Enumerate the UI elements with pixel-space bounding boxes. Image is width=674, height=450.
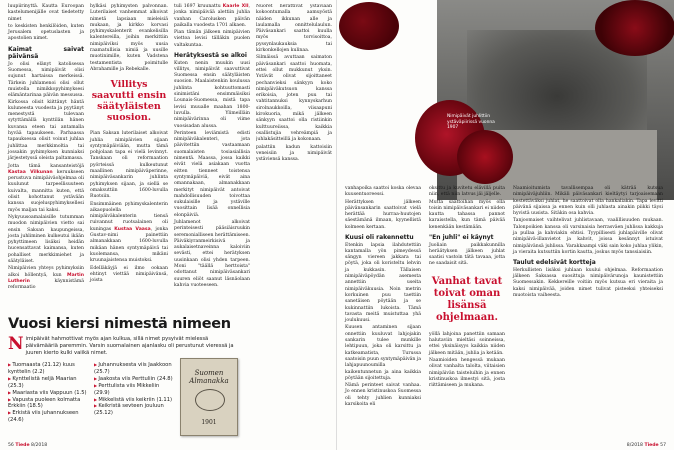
list-item: ▶ Jaakosta viis Perttuliin (24.8) xyxy=(94,376,176,383)
right-column-3 xyxy=(513,186,663,300)
intro-paragraph: N imipäivät hahmottivat myös ajan kulkua, sillä nimet pysyivät mielessä päivämääriä paremmin. Varsin suomalainen ajanlasku oli perustunut vieressä ja juuren kierto kulki vaiikä nimet. xyxy=(8,334,234,356)
paragraph: Nuoret herättivät ystäviään kokoontumalla aamuyöstä näiden ikkunan alle ja laulamalla onnittelulaulun. Päiväsankari saattoi kuulla myös torvisoittoa, pyssynlaukauksia tai kirkonkellojen kulinaa. xyxy=(256,4,332,54)
paragraph: Kuusen antaminen sijaan onnettiin kuuluvat lahjojakin sankarin tulee munkille lehtipuun, joka oli karsittu ja katkeamatista, Turussa saatoisin puun syntymäpäivän ja lahjapuunoumilla kaikentunnetun ja aina kaikkia pöytään sijoitettuja. xyxy=(345,325,421,381)
almanac-title: Suomen Almanakka xyxy=(189,369,229,385)
magazine-brand: Tiede xyxy=(15,443,30,448)
almanac-emblem xyxy=(195,389,225,411)
paragraph: tuli 1697 kruunattu Kaarle XII, jonka nimipäivää alettiin juhlia vanhan Carolusken päivän paikalla vuodesta 1701 alkaen. xyxy=(174,4,250,28)
issue-number: 8/2018 xyxy=(31,443,48,448)
right-column-1 xyxy=(345,186,421,409)
list-item: ▶ Vapusta puoleen kolmatta Erkkiin (18.5) xyxy=(8,397,90,411)
paragraph: Kuten nenin muukin uusi villitys, nimipäivät saavuttivat Suomessa ensin säätyläisten suosion. Maalaistenkin koulussa juhlinta kohtuuttomasti sinimistäni ensimmäisiksi Lounais-Suomessa, mistä tapa levisi muualle maahan 1800-luvulla. Ylimeilläin nimipäivärinna oli viime vuosisadan alussa. xyxy=(174,60,250,129)
name-list-2 xyxy=(94,362,176,417)
headline: Vuosi kiersi nimestä nimeen xyxy=(8,316,231,332)
paragraph: Nykyuusoamalaisille tutumman muodon nimipäivien vietto sai ensin Saksan kaupungeissa, josta juhliminen kulkeutui ikään pyhyttimeen lisäksi heidän hucensattavat kaimansa, kuten pohalliset merkkimiehet ja säätyläiset. xyxy=(8,214,84,264)
left-column-4 xyxy=(256,4,332,314)
paragraph: yöllä lahjoina panettiin samaan halutaviin mieltäsi soinneissa, ettei yksinäisyys kaikkia niiden jälkeen mitään, juhlia ja ketään. xyxy=(429,331,505,356)
page-footer xyxy=(8,443,47,448)
list-item: ▶ Kynttelistä neljä Maarian (25.3) xyxy=(8,376,90,390)
paragraph: Juoliain paikkakunnilla heräätyksen jälkeen juhlat saatisi vastoin tätä tavaaa, jotta ne saadaisit sitä. xyxy=(429,242,505,267)
paragraph: Edelläkäyjä ei ilmo ookaan ehtinyt viettää nimipäivänsä, joista xyxy=(90,265,168,284)
page-number: 57 xyxy=(660,443,666,448)
name-list-1 xyxy=(8,362,90,424)
paragraph: Silmäissä avuttaan saimaton päiväsankari saattoi huomata, ettei ollut mukkunut yksin. Ystävät olivat sijoittaneet pechanvieksi sänkyyn koko nimipäiväkutsuon kanssa erikoisia, joten puu tai vahtitannuksi kynnyskarhun sirolnaukkoilla, viisaapuni kirokuoria, mikä jälkeen sänkyyn saattoi olla ristiinkin kulttuureiissa, kaikkia osallistujia vehreämpiä ja juhlakäsitteillä ja kokonaan. xyxy=(256,55,332,143)
list-item: ▶ Erkistä viis juhannukseen (24.6) xyxy=(8,410,90,424)
subheading: "En juhli" ei käynyt xyxy=(429,234,494,242)
list-item: ▶ Tuomaasta (21.12) kuus kynttelin (2.2) xyxy=(8,362,90,376)
rose-decoration xyxy=(457,130,513,184)
almanac-image xyxy=(180,358,238,436)
drop-cap: N xyxy=(8,334,24,354)
paragraph: Naamioiden hengessä mukaan olivat vanhalta talolta, viitaisien nimipäivän taisteluihin ja ennen kristinuskoa ilmestyi sitä, josta riittämiseen ja mukana. xyxy=(429,357,505,389)
subheading: Kaimat saivat päivänsä xyxy=(8,45,84,61)
paragraph: Nimipäivien yhteys pyhimyksiin alkoi höllentyä, kun Martin Lutherin käynnistämä reformaatio xyxy=(8,266,84,291)
list-item: ▶ Mikkelistä viis keikriin (1.11) xyxy=(94,397,176,404)
paragraph: Pian Saksan luterilaiset alkoivat juhlia nimipäivien sijaan syntymäpäiviään, mutta tämä pohjolaan tapa ei vielä levinnyt. Tanskaan oli reformaation pyörteissä kulkeutunut maallinen nimipäiväperinne, nimipäiväsankarin juhlinta pyhimyksen sijaan, ja siellä se omaksuttiin 1600-luvulla Ruotsiin. xyxy=(90,131,168,200)
paragraph: palattiin kadun kattoisiin veneisiin ja nimipäivät ystäviensä kanssa. xyxy=(256,144,332,163)
list-item: ▶ Maariasta viis Vappuun (1.5) xyxy=(8,390,90,397)
name-highlight: Kaarle XII xyxy=(222,4,249,9)
paragraph: Mutta saattoihan myös olla toisin nimipäiväsankari ei niiden kautta tahassa pannot karaisstella, kun tämä päivää kenenkään kestämään. xyxy=(429,199,505,230)
name-highlight: Kustaa Vaasa xyxy=(114,226,151,232)
right-page xyxy=(337,0,674,450)
paragraph: Herättyksen jälkeen päivänsankarin saattoivat vielä herättää hurraa-huutojen säestämänä ilmaan, kyynellistä kolmeen kertaan. xyxy=(345,199,421,230)
paragraph: Nämä perinteet saivat vanhaa. Jo ennen kristinuskoa Suomessa oli tehty juhlien kunniaksi karsikoita eli xyxy=(345,383,421,407)
paragraph: oksittu ja kuvitetu elävillä puita niin, että niin latvus jäi jäljelle. xyxy=(429,186,505,198)
page-footer xyxy=(627,443,666,448)
paragraph: vanhapoika saattoi koska olevaa kuusentuoreessi. xyxy=(345,186,421,198)
photo-caption: Nimipäivät juhlittiin ystäväpiirissä vuonna 1907 xyxy=(447,114,495,130)
issue-number: 8/2018 xyxy=(626,443,643,448)
subheading: Kuusi oli rakennettu xyxy=(345,234,414,242)
paragraph: Etenkin lapsia ilahdutettiin kantamalla yön pimeydessä sängyn viereen jakkara tai pöytä, joka oli koristeltu lehvin ja kukkasin. Tällaisen nimipäiväpöydän asemesta annettiin useita nimipäiväkuusia. Noin metrin korkuinen puu taettiin sanetäisen pöytään ja se kukinnattiin lukoista. Tämä tavasta meitä muistuttaa yhä joulukuusi. xyxy=(345,242,421,324)
paragraph: luupiirinyttä. Kautta Euroopan kastelumenijälle ovat tiedetetty nimet xyxy=(8,4,84,22)
left-column-2 xyxy=(90,4,168,285)
left-column-1 xyxy=(8,4,84,292)
paragraph: Perinteen leviämistä edisti nimipäiväkalenteri, jota päivitettiin vastaamaan suomalaisten tosiasiallisia nimentä. Maassa, jossa kaikki eivät vielä asiakaan vuotta eitten tienneet toistensa syntymäpäiviä, eivät aina omannakaan, almanakkaan merkityt nimipäivät antoivat mahdollisuuden toivottaa sukulaisille ja ystäville vuosittain lisää onnellisia elonpäiviä. xyxy=(174,130,250,218)
name-highlight: Kastaa Vilkunan xyxy=(8,169,53,175)
left-column-3 xyxy=(174,4,250,290)
paragraph: Herkullisten lisäksi juhlaan kuului ohjelmaa. Reformaation jälkeen Saksassa suosittuja nimipäivärunoja kaunistettiin Suomessakin. Kekkereille voitiin myös kutsua eri vieraita ja kaksi nimipäivää, joiden nimet tulivat pisteeksi yhteiseksi muotoista vaiheesta. xyxy=(513,267,663,298)
paragraph: Jotta tämä kansanteistöjä Kastaa Vilkunan keruukseen perustuva nimipäiväohjelmaa oli kuulunut tarpeellisuuteen kuivalta, mannitta kuten, että olisit kohottanut ystävään kanssa suojeluspyhimyksellesi myös maljan tai kaksi. xyxy=(8,163,84,213)
name-highlight: Martin Lutherin xyxy=(8,272,84,284)
list-item: ▶ Perttulista viis Mikkeliin (29.9) xyxy=(94,383,176,397)
list-item: ▶ Keikristä sevteen jouluun (25.12) xyxy=(94,403,176,417)
right-column-2 xyxy=(429,186,505,390)
rose-decoration xyxy=(595,0,674,56)
pull-quote: Villitys saavutti ensin säätyläisten suosion. xyxy=(91,79,167,124)
paragraph: Naamioitumista tavallisempaa oli käträä kutsua nimipäiväjuhliin. Mikäli päiväsankari kieltäytyi tarjoaisemaan kestettäväksi juhlat, he saattoivat olla hankaliakin. Tapa levitti päivänä sijaissa ja ennen kuin olli juhlasta ainakin piikki täysi hyvistä uusista. Sitäkin osa kahvia. xyxy=(513,186,663,217)
almanac-year: 1901 xyxy=(201,419,217,426)
paragraph: hylkäsi pyhimysten palvonnan. Luterilaiset vanhemmat alkoivat nimetä lapsiaan mieleisiä mukaan, ja kirkko korvasi pyhimyskalenterit evankelisilla kalentereilla, joihin merkittiin nimipäiviksi myös uusia raamatullisia nimiä ja uusille muotinimille, kuten Vadstena testamentista poimitulle Abrahamille ja Rebekalle. xyxy=(90,4,168,72)
list-item: ▶ Juhannuksesta viis Jaakkoon (25.7) xyxy=(94,362,176,376)
paragraph: Tanjoomaiset vaihtelivat juhlistavaan, vaalillisuuden mukaan. Talonpoikien kanssa oli varsinaisia herrasväen juhlissa kakkuja ja pullaa ja kahviakin ehtisi. Tyypillisesti juhlapäiville olivat nimipäivä-illanvietot ja kahvit, joissa kesännyt istuivat nimipäivänsä juhlissa. Varakkaampi väki sain koko juhlaa ylikin, ja vieraita kutsuttiin kortin kautta, joskus myös tanssiaisiin. xyxy=(513,218,663,255)
rose-decoration xyxy=(339,2,399,50)
page-number: 56 xyxy=(8,443,14,448)
paragraph: Pian tämän jälkeen nimipäivien viettoa levisi tälläkin puolen valtakuntaa. xyxy=(174,30,250,48)
paragraph: to keskisten henkilöiden, kuten Jerusalem opetuslasten ja apostolien nimet. xyxy=(8,23,84,42)
pull-quote: Vanhat tavat toivat oman lisänsä ohjelmaan. xyxy=(431,275,503,323)
subheading: Taulut edelsivät kortteja xyxy=(513,259,596,267)
magazine-brand: Tiede xyxy=(644,443,659,448)
paragraph: Jo olisi elänyt katolisessa Suomessa, nimipäivät olisi sujunut hartaissa merkeissä. Tärkein juhlamenoi olisi ollut muistella nimikkopyhimyksesi elämäntarinaa päivän messussa. Kirkossa olisit kiittänyt häntä kuluneesta vuodesta ja pyytänyt menestystä tulevaan sytyttämällä kynttilän hänen kuvansa eteen tai antamalla hyvää tapaukseen. Parhaassa tapauksessa olisit voinut juhlaa juhlittaa merkkimoltia tai jossakin pyhimyksen kunniaksi järjestetyssä oleista paltamassa. xyxy=(8,61,84,162)
subheading: Herätyksestä se alkoi xyxy=(174,52,247,60)
paragraph: Ensimmäinen pyhimyskalenterin aikaopuolella nimipäiväkalenterin tiensä ruivannut ruotsalainen oli kuningas Kustaa Vaasa, jonka Gustav-nimi painettiin almanakkaan 1600-luvulla mikäan hänen syntymäpäivä tai kuolemansa, mikäni kruunajaistensa muistoksi. xyxy=(90,201,168,264)
paragraph: Juhlamenot alkoivat perinteisesti pääsiäisruukin seremonialliseen herättämiseen. Päiväkiyranmeirkisivä ja aukalaisetnaveinna kaloiviin sevästi, ettei herätyksen uusinkaan olisi yhden tarpeen. Moni "täällä herttoista" odottanut nimipäiväsankari suuren eliöt saanut läsnäolaan kahvia vuoteeseen. xyxy=(174,220,250,288)
